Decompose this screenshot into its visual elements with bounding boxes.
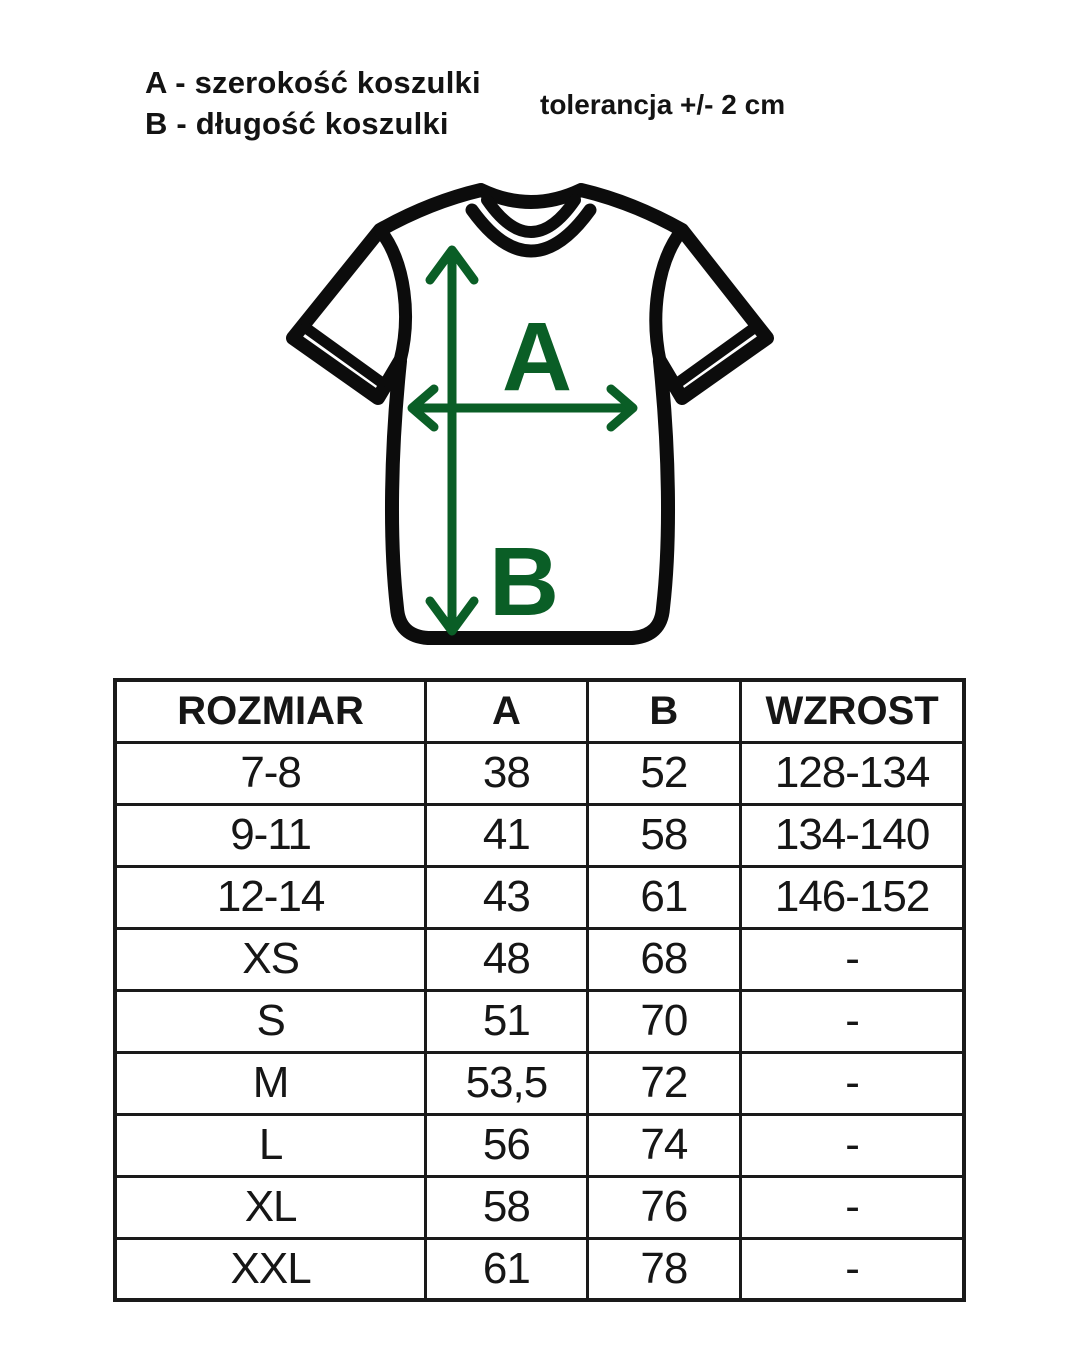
cell-b: 68 <box>587 928 741 990</box>
table-row <box>115 742 964 804</box>
cell-rozmiar: XS <box>115 928 426 990</box>
table-row <box>115 1238 964 1300</box>
table-row <box>115 1176 964 1238</box>
cell-b: 70 <box>587 990 741 1052</box>
cell-b: 72 <box>587 1052 741 1114</box>
table-row <box>115 804 964 866</box>
table-row <box>115 928 964 990</box>
cell-a: 38 <box>426 742 587 804</box>
legend-line-a: A - szerokość koszulki <box>145 65 481 100</box>
cell-wzrost: 128-134 <box>741 742 964 804</box>
cell-wzrost: - <box>741 990 964 1052</box>
cell-a: 58 <box>426 1176 587 1238</box>
cell-b: 61 <box>587 866 741 928</box>
cell-wzrost: - <box>741 1052 964 1114</box>
cell-rozmiar: S <box>115 990 426 1052</box>
cell-rozmiar: L <box>115 1114 426 1176</box>
cell-a: 61 <box>426 1238 587 1300</box>
measurement-legend <box>145 62 481 144</box>
cell-rozmiar: 12-14 <box>115 866 426 928</box>
size-table <box>113 678 966 1302</box>
cell-a: 53,5 <box>426 1052 587 1114</box>
cell-wzrost: - <box>741 1114 964 1176</box>
cell-wzrost: 134-140 <box>741 804 964 866</box>
label-b: B <box>488 527 560 636</box>
cell-rozmiar: M <box>115 1052 426 1114</box>
tolerance-note: tolerancja +/- 2 cm <box>540 89 786 120</box>
cell-b: 58 <box>587 804 741 866</box>
cell-wzrost: - <box>741 1238 964 1300</box>
cell-rozmiar: XXL <box>115 1238 426 1300</box>
legend-line-b: B - długość koszulki <box>145 106 449 141</box>
cell-a: 41 <box>426 804 587 866</box>
table-row <box>115 866 964 928</box>
cell-wzrost: - <box>741 1176 964 1238</box>
header-rozmiar: ROZMIAR <box>115 680 426 742</box>
header-b: B <box>587 680 741 742</box>
cell-wzrost: - <box>741 928 964 990</box>
cell-a: 56 <box>426 1114 587 1176</box>
cell-b: 78 <box>587 1238 741 1300</box>
header-wzrost: WZROST <box>741 680 964 742</box>
size-table-body <box>115 742 964 1300</box>
header-a: A <box>426 680 587 742</box>
cell-a: 43 <box>426 866 587 928</box>
size-table-header-row <box>115 680 964 742</box>
cell-wzrost: 146-152 <box>741 866 964 928</box>
tshirt-svg <box>250 168 810 673</box>
label-a: A <box>501 302 573 411</box>
cell-rozmiar: 7-8 <box>115 742 426 804</box>
table-row <box>115 1052 964 1114</box>
table-row <box>115 1114 964 1176</box>
cell-b: 52 <box>587 742 741 804</box>
cell-b: 76 <box>587 1176 741 1238</box>
tshirt-diagram <box>250 168 810 673</box>
cell-rozmiar: 9-11 <box>115 804 426 866</box>
cell-a: 51 <box>426 990 587 1052</box>
cell-a: 48 <box>426 928 587 990</box>
cell-b: 74 <box>587 1114 741 1176</box>
cell-rozmiar: XL <box>115 1176 426 1238</box>
table-row <box>115 990 964 1052</box>
